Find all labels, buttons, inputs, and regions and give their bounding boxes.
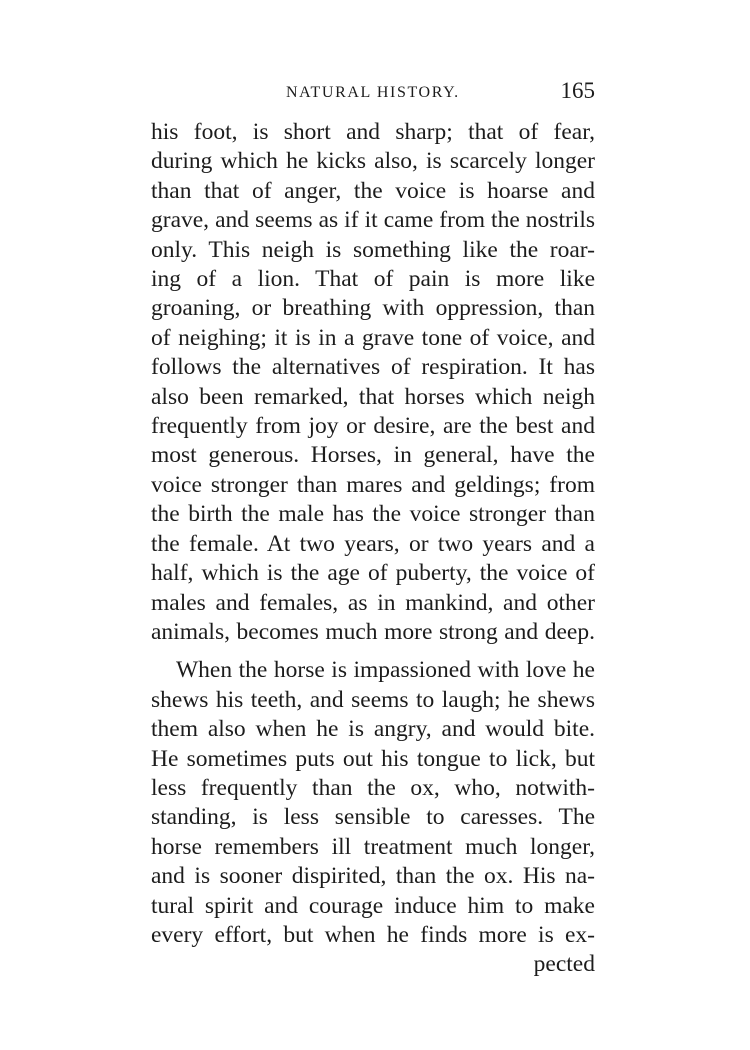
text-line: horse remembers ill treatment much longer, [151, 833, 595, 860]
text-line: during which he kicks also, is scarcely longer [151, 148, 595, 175]
text-line: them also when he is angry, and would bite. [151, 716, 595, 743]
text-line: frequently from joy or desire, are the best and [151, 413, 595, 440]
text-line: half, which is the age of puberty, the voice of [151, 560, 595, 587]
text-line: tural spirit and courage induce him to make [151, 892, 595, 919]
text-line: standing, is less sensible to caresses. The [151, 804, 595, 831]
text-line: shews his teeth, and seems to laugh; he shews [151, 686, 595, 713]
text-line: than that of anger, the voice is hoarse and [151, 177, 595, 204]
text-line: his foot, is short and sharp; that of fear, [151, 119, 595, 145]
text-line: the female. At two years, or two years and a [151, 530, 595, 557]
text-line: also been remarked, that horses which neigh [151, 383, 595, 410]
text-line: voice stronger than mares and geldings; from [151, 471, 595, 498]
text-line: of neighing; it is in a grave tone of voice, and [151, 324, 595, 351]
text-line: groaning, or breathing with oppression, than [151, 295, 595, 322]
running-title: NATURAL HISTORY. [286, 84, 460, 101]
text-line: every effort, but when he finds more is ex- [151, 921, 595, 948]
catchword: pected [533, 951, 595, 978]
page-header [150, 78, 595, 110]
text-line: He sometimes puts out his tongue to lick, but [151, 745, 595, 772]
text-line: follows the alternatives of respiration. It has [151, 354, 595, 381]
text-line: animals, becomes much more strong and deep. [151, 618, 595, 645]
paragraph-2 [151, 656, 595, 979]
paragraph-1 [151, 118, 595, 647]
page-number: 165 [560, 78, 595, 103]
text-line: When the horse is impassioned with love he [176, 657, 595, 684]
text-line: ing of a lion. That of pain is more like [151, 266, 595, 293]
text-line: the birth the male has the voice stronger than [151, 501, 595, 528]
text-line: males and females, as in mankind, and other [151, 589, 595, 616]
text-line: most generous. Horses, in general, have the [151, 442, 595, 469]
body-text [151, 118, 595, 980]
text-line: less frequently than the ox, who, notwith- [151, 774, 595, 801]
text-line: only. This neigh is something like the roar- [151, 236, 595, 263]
text-line: and is sooner dispirited, than the ox. His na- [151, 863, 595, 890]
text-line: grave, and seems as if it came from the nostrils [151, 207, 595, 234]
